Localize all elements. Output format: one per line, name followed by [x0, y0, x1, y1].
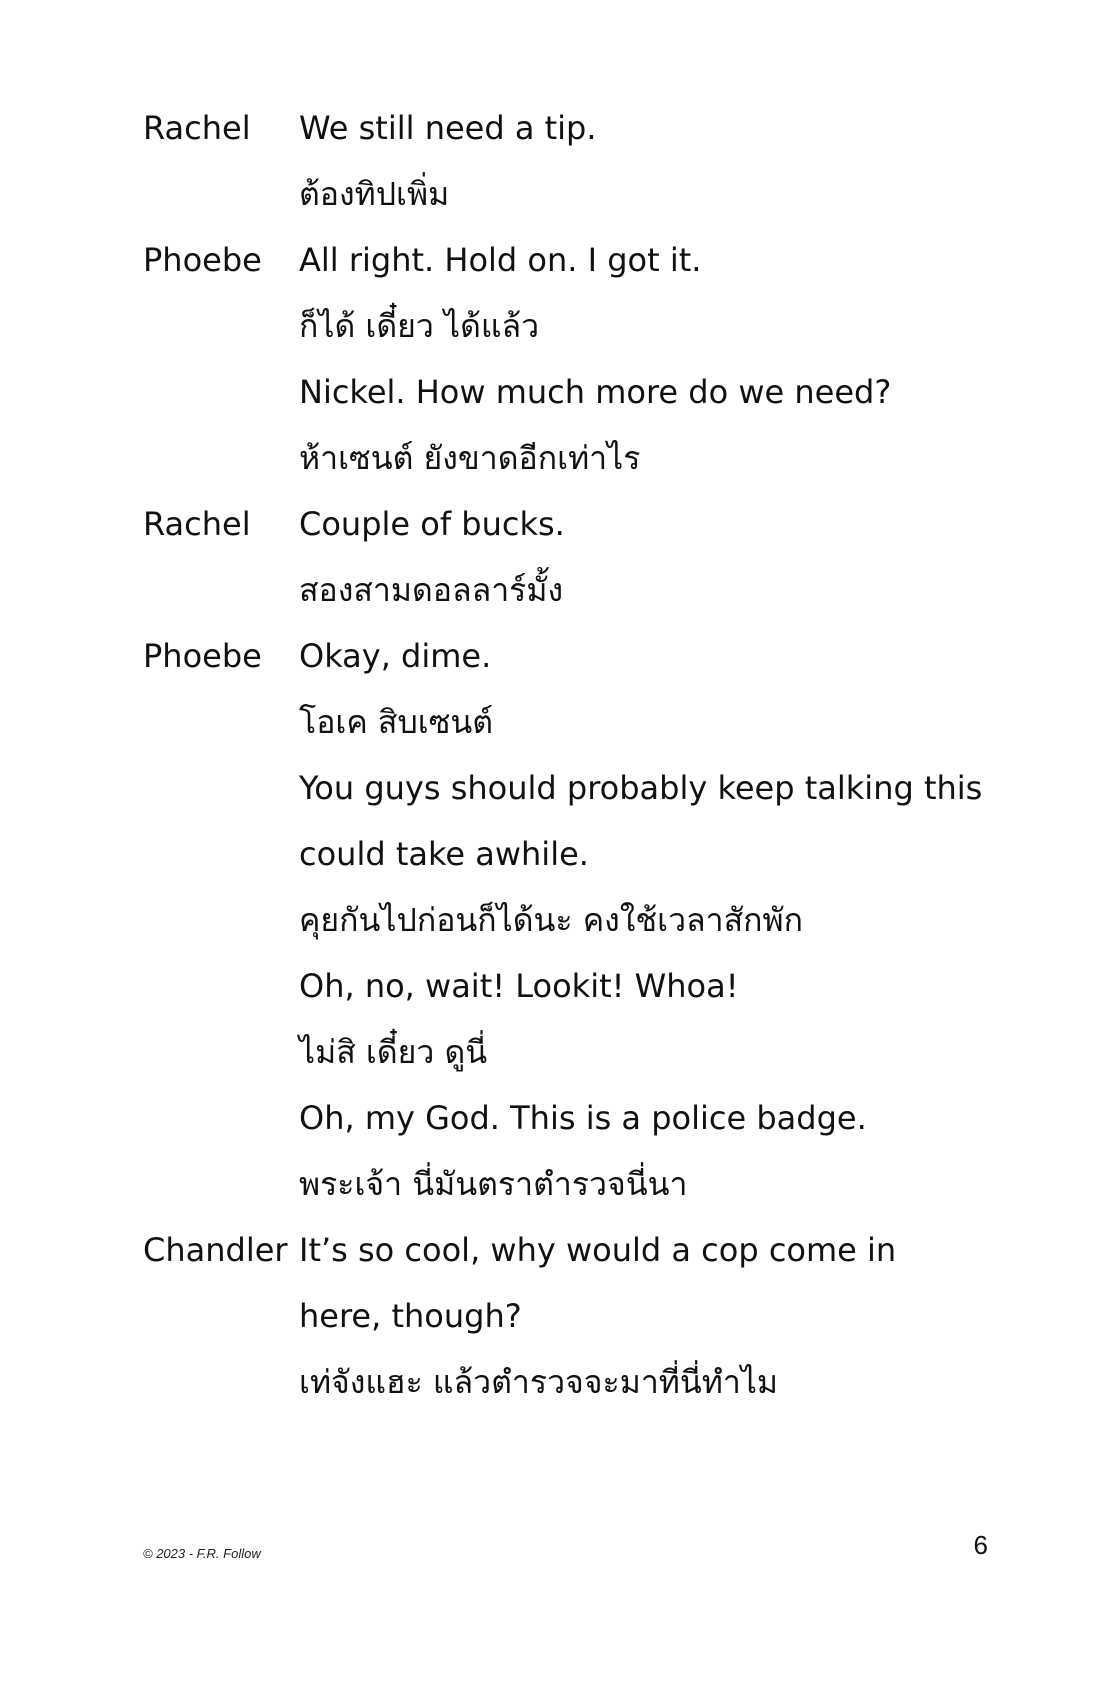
line-translation: พระเจ้า นี่มันตราตำรวจนี่นา — [299, 1165, 688, 1203]
dialogue-line — [143, 161, 1023, 227]
dialogue-line — [143, 821, 1023, 887]
dialogue-line — [143, 887, 1023, 953]
speaker-name: Phoebe — [143, 637, 262, 675]
line-translation: เท่จังแฮะ แล้วตำรวจจะมาที่นี่ทำไม — [299, 1363, 778, 1401]
dialogue-line — [143, 425, 1023, 491]
page-number: 6 — [973, 1530, 988, 1560]
line-text: could take awhile. — [299, 835, 589, 873]
speaker-name: Chandler — [143, 1231, 288, 1269]
dialogue-line — [143, 557, 1023, 623]
line-text: It’s so cool, why would a cop come in — [299, 1231, 897, 1269]
dialogue-line — [143, 755, 1023, 821]
dialogue-line — [143, 623, 1023, 689]
speaker-name: Rachel — [143, 505, 251, 543]
dialogue-line — [143, 1283, 1023, 1349]
line-text: Okay, dime. — [299, 637, 492, 675]
line-text: Oh, my God. This is a police badge. — [299, 1099, 867, 1137]
line-text: Nickel. How much more do we need? — [299, 373, 892, 411]
line-translation: โอเค สิบเซนต์ — [299, 703, 494, 741]
dialogue-line — [143, 227, 1023, 293]
line-text: here, though? — [299, 1297, 522, 1335]
line-translation: ไม่สิ เดี๋ยว ดูนี่ — [299, 1033, 488, 1071]
speaker-name: Rachel — [143, 109, 251, 147]
line-translation: ต้องทิปเพิ่ม — [299, 175, 450, 213]
line-translation: คุยกันไปก่อนก็ได้นะ คงใช้เวลาสักพัก — [299, 901, 803, 939]
line-text: You guys should probably keep talking this — [299, 769, 983, 807]
dialogue-line — [143, 1085, 1023, 1151]
dialogue-line — [143, 95, 1023, 161]
dialogue-line — [143, 491, 1023, 557]
dialogue-script — [143, 95, 1023, 1415]
line-text: All right. Hold on. I got it. — [299, 241, 702, 279]
line-translation: ก็ได้ เดี๋ยว ได้แล้ว — [299, 307, 540, 345]
line-text: Couple of bucks. — [299, 505, 565, 543]
dialogue-line — [143, 953, 1023, 1019]
dialogue-line — [143, 1349, 1023, 1415]
line-text: Oh, no, wait! Lookit! Whoa! — [299, 967, 739, 1005]
dialogue-line — [143, 1151, 1023, 1217]
dialogue-line — [143, 1217, 1023, 1283]
copyright-notice: © 2023 - F.R. Follow — [143, 1546, 261, 1561]
dialogue-line — [143, 689, 1023, 755]
dialogue-line — [143, 1019, 1023, 1085]
line-translation: ห้าเซนต์ ยังขาดอีกเท่าไร — [299, 439, 641, 477]
speaker-name: Phoebe — [143, 241, 262, 279]
line-text: We still need a tip. — [299, 109, 597, 147]
line-translation: สองสามดอลลาร์มั้ง — [299, 571, 564, 609]
dialogue-line — [143, 293, 1023, 359]
dialogue-line — [143, 359, 1023, 425]
